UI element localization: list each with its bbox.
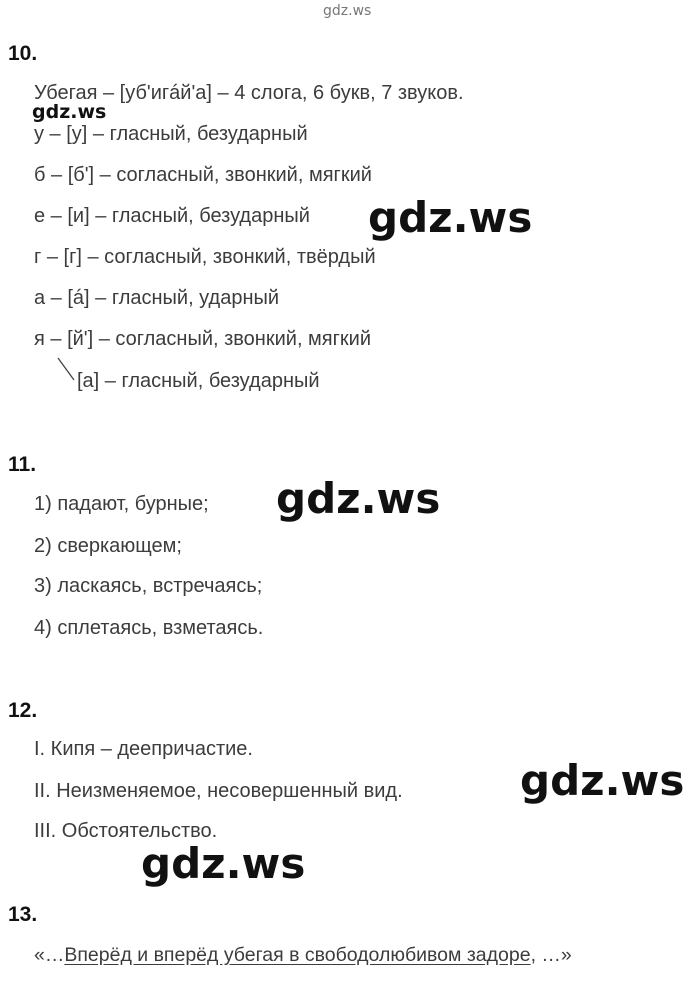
- task10-line-3: б – [б'] – согласный, звонкий, мягкий: [34, 164, 372, 186]
- task-number-12: 12.: [8, 699, 38, 722]
- watermark-top: gdz.ws: [323, 3, 372, 19]
- watermark-large-2: gdz.ws: [276, 474, 441, 523]
- quote-close: , …»: [530, 944, 572, 966]
- task10-line-4: е – [и] – гласный, безударный: [34, 205, 310, 227]
- task12-line-1: I. Кипя – деепричастие.: [34, 738, 253, 760]
- task10-line-1: Убегая – [уб'игáй'а] – 4 слога, 6 букв, 7 звуков.: [34, 82, 464, 104]
- task10-line-5: г – [г] – согласный, звонкий, твёрдый: [34, 246, 376, 268]
- watermark-large-1: gdz.ws: [368, 193, 533, 242]
- task11-line-1: 1) падают, бурные;: [34, 493, 209, 515]
- task-number-13: 13.: [8, 903, 38, 926]
- task-number-11: 11.: [8, 453, 37, 476]
- task10-line-8: [а] – гласный, безударный: [77, 370, 320, 392]
- task13-quote: [34, 944, 572, 967]
- task10-line-7: я – [й'] – согласный, звонкий, мягкий: [34, 328, 372, 350]
- branch-line: [56, 356, 78, 382]
- task11-line-3: 3) ласкаясь, встречаясь;: [34, 575, 263, 597]
- task11-line-2: 2) сверкающем;: [34, 535, 182, 557]
- quote-open: «…: [34, 944, 65, 966]
- task-number-10: 10.: [8, 42, 38, 65]
- watermark-small: gdz.ws: [32, 101, 107, 123]
- watermark-large-3: gdz.ws: [520, 756, 685, 805]
- quote-underlined-text: Вперёд и вперёд убегая в свободолюбивом задоре: [64, 944, 531, 966]
- task12-line-3: III. Обстоятельство.: [34, 820, 218, 842]
- task10-line-6: а – [á] – гласный, ударный: [34, 287, 280, 309]
- task12-line-2: II. Неизменяемое, несовершенный вид.: [34, 780, 403, 802]
- watermark-large-4: gdz.ws: [141, 839, 306, 888]
- task11-line-4: 4) сплетаясь, взметаясь.: [34, 617, 264, 639]
- task10-line-2: у – [у] – гласный, безударный: [34, 123, 308, 145]
